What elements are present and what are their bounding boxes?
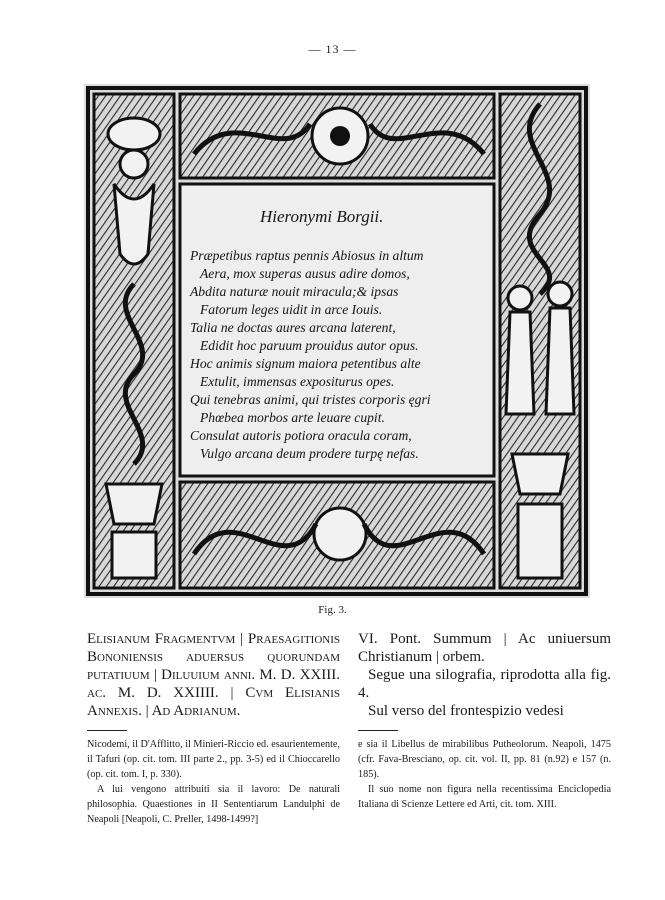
figure-caption: Fig. 3. — [318, 604, 347, 616]
footnote-rule — [358, 730, 398, 731]
woodcut-verse: Fatorum leges uidit in arce Iouis. — [200, 302, 383, 317]
woodcut-verse: Talia ne doctas aures arcana laterent, — [190, 320, 396, 335]
woodcut-verse: Hoc animis signum maiora petentibus alte — [190, 356, 421, 371]
main-paragraph: Elisianum Fragmentvm | Praesagitionis Bononiensis aduersus quorundam putatiuum | Diluuium anni. M. D. XXIII. ac. M. D. XXIIII. | Cvm Elisianis Annexis. | Ad Adrianum. — [87, 631, 340, 719]
footnote-rule — [87, 730, 127, 731]
woodcut-verse: Abdita naturæ nouit miracula;& ipsas — [190, 284, 399, 299]
main-text-left — [87, 630, 340, 720]
page-number: — 13 — — [308, 42, 357, 56]
woodcut-figure — [84, 84, 590, 598]
woodcut-verse: Edidit hoc paruum prouidus autor opus. — [200, 338, 419, 353]
footnote: e sia il Libellus de mirabilibus Putheolorum. Neapoli, 1475 (cfr. Fava-Bresciano, op. cit. vol. II, pp. 81 (n.92) e 157 (n. 185). — [358, 739, 611, 780]
woodcut-verse: Extulit, immensas expositurus opes. — [200, 374, 395, 389]
top-border-ornament — [180, 94, 494, 178]
woodcut-verse: Consulat autoris potiora oracula coram, — [190, 428, 412, 443]
left-border-ornament — [94, 94, 174, 588]
woodcut-illustration — [84, 84, 590, 598]
main-paragraph: Segue una silografia, riprodotta alla fig. 4. — [358, 667, 611, 701]
left-column — [87, 630, 340, 827]
footnote: Il suo nome non figura nella recentissima Enciclopedia Italiana di Scienze Lettere ed Arti, cit. tom. XIII. — [358, 784, 611, 810]
woodcut-title: Hieronymi Borgii. — [260, 207, 384, 226]
main-paragraph: Sul verso del frontespizio vedesi — [368, 703, 564, 719]
woodcut-verse: Vulgo arcana deum prodere turpę nefas. — [200, 446, 419, 461]
right-column — [358, 630, 611, 812]
woodcut-verse: Qui tenebras animi, qui tristes corporis ęgri — [190, 392, 431, 407]
footnotes-right — [358, 737, 611, 812]
woodcut-verse: Aera, mox superas ausus adire domos, — [200, 266, 410, 281]
footnote: Nicodemi, il D'Afflitto, il Minieri-Riccio ed. esaurientemente, il Tafuri (op. cit. tom. III parte 2., pp. 3-5) ed il Chioccarello (op. cit. tom. I, p. 330). — [87, 739, 340, 780]
woodcut-verse: Præpetibus raptus pennis Abiosus in altum — [190, 248, 424, 263]
main-text-right — [358, 630, 611, 720]
footnotes-left — [87, 737, 340, 827]
woodcut-verse: Phœbea morbos arte leuare cupit. — [200, 410, 385, 425]
right-border-ornament — [500, 94, 580, 588]
footnote: A lui vengono attribuiti sia il lavoro: De naturali philosophia. Quaestiones in II Sententiarum Landulphi de Neapoli [Neapoli, C. Preller, 1498-1499?] — [87, 784, 340, 825]
main-paragraph: VI. Pont. Summum | Ac uniuersum Christianum | orbem. — [358, 631, 611, 665]
bottom-border-ornament — [180, 482, 494, 588]
